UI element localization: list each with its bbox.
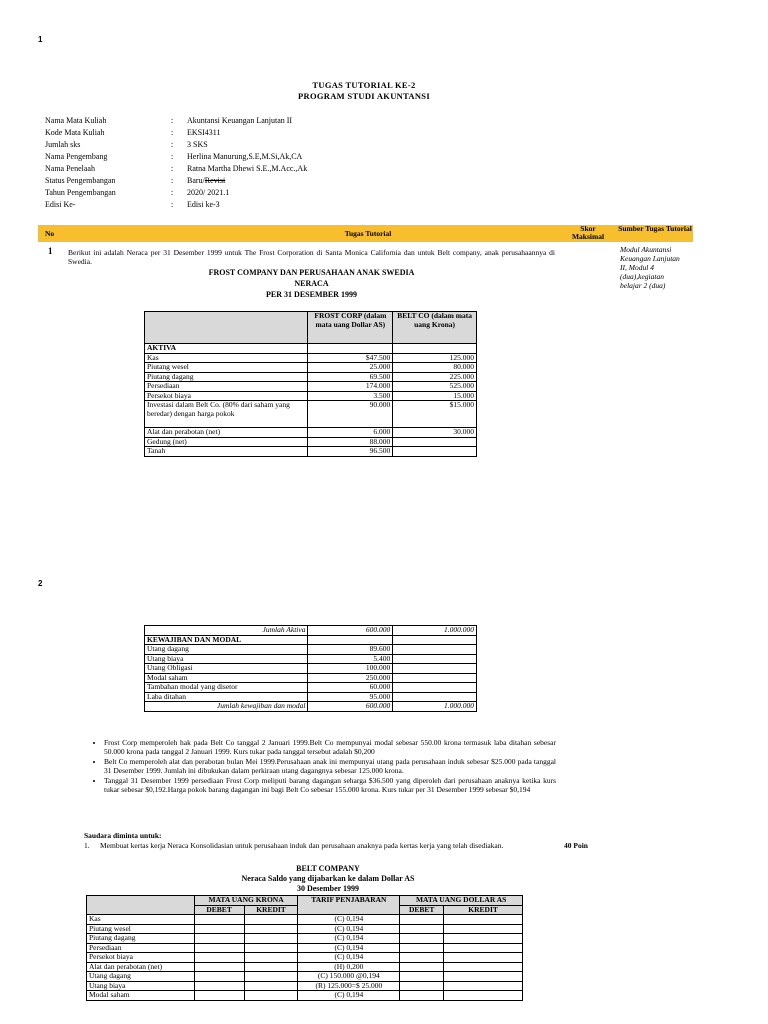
table-row: Investasi dalam Belt Co. (80% dari saham yang beredar) dengan harga pokok 90.000 $15.000 [145,401,477,428]
task-intro: Berikut ini adalah Neraca per 31 Desember 1999 untuk The Frost Corporation di Santa Monica California dan untuk Belt company, anak perusahaannya di Swedia. [68,248,555,266]
table-row: Modal saham (C) 0,194 [87,991,523,1001]
ws-head-tarif: TARIF PENJABARAN [298,896,400,915]
total-row: Jumlah Aktiva 600.000 1.000.000 [145,626,477,636]
header-sumber: Sumber Tugas Tutorial [618,224,692,233]
table-row: Utang biaya (R) 125.000=$ 25.000 [87,981,523,991]
meta-row: Edisi Ke- : Edisi ke-3 [45,200,220,209]
table-row: Persediaan 174.000 525.000 [145,382,477,392]
table-row: Piutang dagang (C) 0,194 [87,934,523,944]
table-row: Alat dan perabotan (net) 6.000 30.000 [145,428,477,438]
course-info [43,114,309,212]
table-row: Piutang wesel (C) 0,194 [87,924,523,934]
table-row: Utang Obligasi 100.000 [145,664,477,674]
table-row: Piutang dagang 69.500 225.000 [145,372,477,382]
bs-title: FROST COMPANY DAN PERUSAHAAN ANAK SWEDIA [208,268,415,277]
header-tugas: Tugas Tutorial [344,229,392,238]
meta-row: Jumlah sks : 3 SKS [45,140,208,149]
table-row: Laba ditahan 95.000 [145,692,477,702]
meta-row: Nama Pengembang : Herlina Manurung,S.E,M.Si,Ak,CA [45,152,303,161]
table-row: Tambahan modal yang disetor 60.000 [145,683,477,693]
table-row: Tanah 96.500 [145,447,477,457]
list-item: • Tanggal 31 Desember 1999 persediaan Frost Corp meliputi barang dagangan seharga $36.500 yang diperoleh dari perusahaan anaknya ketika kurs tukar sebesar $0,192.Harga pokok barang dagangan ini bagi Belt Co sebesar 155.000 krona. Kurs tukar per 31 Desember 1999 sebesar $0,194 [104,776,556,794]
table-row: Persekot biaya 3.500 15.000 [145,391,477,401]
task-header-bar [38,225,693,242]
source-reference: Modul Akuntansi Keuangan Lanjutan II, Modul 4 (dua),kegiatan belajar 2 (dua) [620,245,680,290]
table-row: Modal saham 250.000 [145,673,477,683]
table-row: Alat dan perabotan (net) (H) 0,200 [87,962,523,972]
ws-head-krona: MATA UANG KRONA [194,896,298,906]
table-row: Kas $47.500 125.000 [145,353,477,363]
list-item: • Frost Corp memperoleh hak pada Belt Co tanggal 2 Januari 1999.Belt Co mempunyai modal sebesar 550.00 krona termasuk laba ditahan sebesar 50.000 krona pada tanggal 2 Januari 1999. Kurs tukar pada tanggal tersebut adalah $0,200 [104,738,556,756]
item-number: 1 [48,246,53,256]
instruction-number: 1. [84,841,90,850]
bs-header-blank [145,312,308,344]
bs-header-belt: BELT CO (dalam mata uang Krona) [393,312,477,344]
table-row: Utang dagang 89.600 [145,645,477,655]
table-row: Persediaan (C) 0,194 [87,943,523,953]
meta-row: Kode Mata Kuliah : EKSI4311 [45,128,221,137]
table-row: Persekot biaya (C) 0,194 [87,953,523,963]
doc-subtitle: PROGRAM STUDI AKUNTANSI [298,91,430,101]
bs-header-row [145,312,477,344]
meta-row: Status Pengembangan : Baru/Revisi [45,176,226,185]
doc-title: TUGAS TUTORIAL KE-2 [312,80,416,90]
total-row: Jumlah kewajiban dan modal 600.000 1.000.000 [145,702,477,712]
table-row: Piutang wesel 25.000 80.000 [145,363,477,373]
ws-head-dollar: MATA UANG DOLLAR AS [400,896,523,906]
ws-title: BELT COMPANY [296,864,360,873]
page-number: 1 [38,35,43,44]
table-row: Utang dagang (C) 150.000 @0,194 [87,972,523,982]
balance-sheet-table-p2 [144,625,477,712]
bs-section-row: KEWAJIBAN DAN MODAL [145,635,477,645]
facts-list [88,738,556,795]
instruction-title: Saudara diminta untuk: [84,831,162,840]
ws-subheader-row: DEBET KREDIT DEBET KREDIT [87,905,523,915]
header-skor: Skor Maksimal [571,224,605,241]
instruction-points: 40 Poin [564,841,588,850]
meta-row: Nama Penelaah : Ratna Martha Dhewi S.E.,M.Acc.,Ak [45,164,308,173]
table-row: Gedung (net) 88.000 [145,437,477,447]
bs-header-frost: FROST CORP (dalam mata uang Dollar AS) [308,312,393,344]
list-item: • Belt Co memperoleh alat dan perabotan bulan Mei 1999.Perusahaan anak ini mempunyai utang pada perusahaan induk sebesar $25.000 pada tanggal 31 Desember 1999. Jumlah ini dibukukan dalam perkiraan utang dagangnya sebesar 125.000 krona. [104,757,556,775]
page-number: 2 [38,579,43,588]
ws-date: 30 Desember 1999 [296,884,360,893]
table-row: Kas (C) 0,194 [87,915,523,925]
balance-sheet-table-p1 [144,311,477,457]
table-row: Utang biaya 5.400 [145,654,477,664]
meta-row: Nama Mata Kuliah : Akuntansi Keuangan Lanjutan II [45,116,293,125]
worksheet-table [86,895,523,1001]
header-no: No [45,229,55,238]
bs-date: PER 31 DESEMBER 1999 [266,290,357,299]
instruction-text: Membuat kertas kerja Neraca Konsolidasian untuk perusahaan induk dan perusahaan anaknya pada kertas kerja yang telah disediakan. [100,841,504,850]
bs-subtitle: NERACA [294,279,329,288]
bs-section-row: AKTIVA [145,344,477,354]
ws-header-row [87,896,523,906]
meta-row: Tahun Pengembangan : 2020/ 2021.1 [45,188,230,197]
ws-subtitle: Neraca Saldo yang dijabarkan ke dalam Dollar AS [241,874,415,883]
